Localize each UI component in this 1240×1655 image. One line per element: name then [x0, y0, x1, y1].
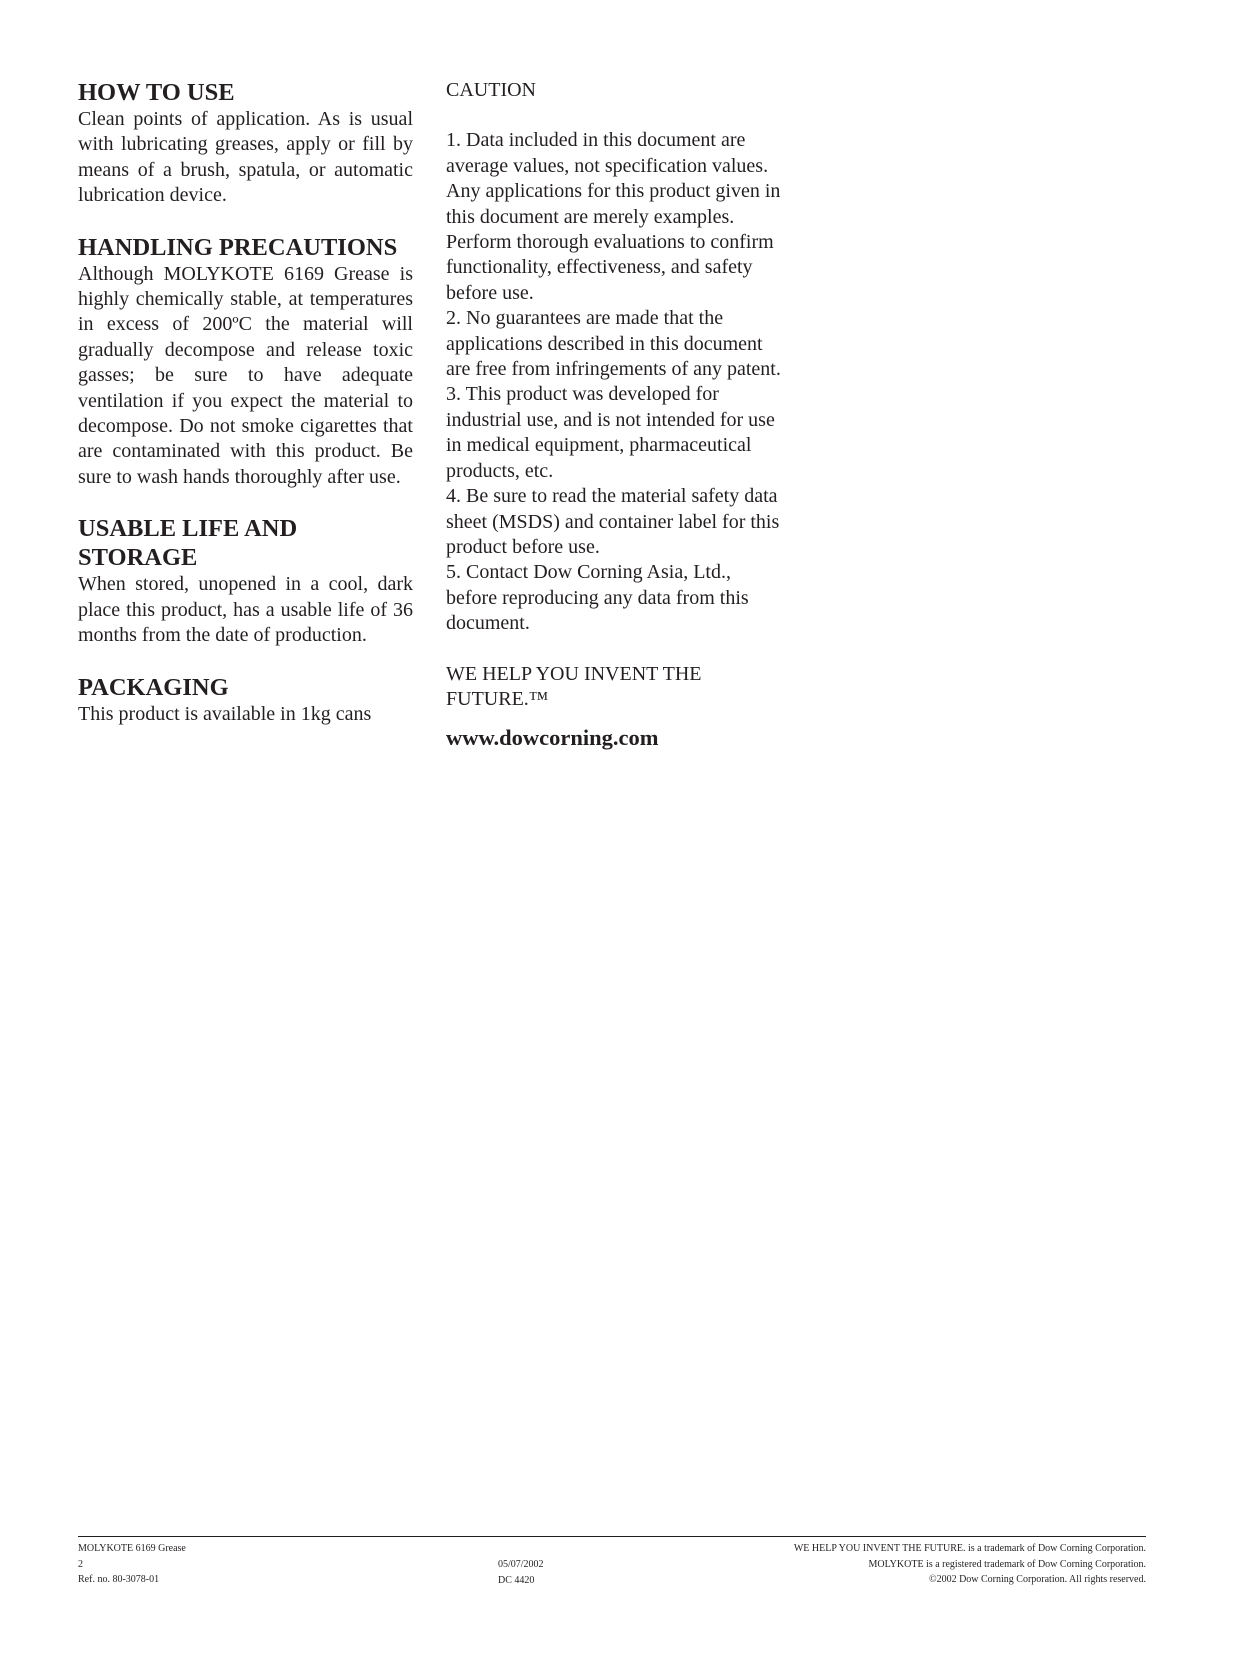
packaging-text: This product is available in 1kg cans [78, 702, 372, 725]
slogan: WE HELP YOU INVENT THE FUTURE.™ [446, 662, 702, 710]
footer-divider [78, 1536, 1146, 1537]
footer-copyright: ©2002 Dow Corning Corporation. All rights reserved. [928, 1574, 1146, 1586]
footer-trademark-2: MOLYKOTE is a registered trademark of Dow Corning Corporation. [868, 1558, 1146, 1570]
how-to-use-text: Clean points of application. As is usual with lubricating greases, apply or fill by means of a brush, spatula, or automatic lubrication device. [78, 108, 413, 207]
how-to-use-section [78, 78, 413, 209]
packaging-section [78, 673, 413, 727]
usable-life-section [78, 514, 413, 648]
caution-item-3: 3. This product was developed for industrial use, and is not intended for use in medical equipment, pharmaceutical products, etc. [446, 383, 775, 482]
footer-left [78, 1541, 186, 1588]
handling-precautions-text: Although MOLYKOTE 6169 Grease is highly chemically stable, at temperatures in excess of 200ºC the material will gradually decompose and release toxic gasses; be sure to have adequate ventilation if you expect the material to decompose. Do not smoke cigarettes that are contaminated with this product. Be sure to wash hands thoroughly after use. [78, 262, 413, 488]
handling-precautions-section [78, 233, 413, 491]
website-link[interactable]: www.dowcorning.com [446, 725, 659, 751]
footer-right [794, 1541, 1146, 1588]
footer-ref-no: Ref. no. 80-3078-01 [78, 1574, 160, 1586]
footer-trademark-1: WE HELP YOU INVENT THE FUTURE. is a trademark of Dow Corning Corporation. [793, 1543, 1146, 1554]
caution-item-5: 5. Contact Dow Corning Asia, Ltd., before reproducing any data from this document. [446, 561, 749, 635]
right-column [446, 78, 786, 752]
caution-item-2: 2. No guarantees are made that the applications described in this document are free from infringements of any patent. [446, 307, 781, 381]
footer-product-name: MOLYKOTE 6169 Grease [78, 1543, 186, 1554]
packaging-heading: PACKAGING [78, 673, 229, 701]
footer-page-number: 2 [78, 1558, 83, 1570]
footer-date: 05/07/2002 [498, 1559, 544, 1570]
left-column [78, 78, 413, 751]
handling-precautions-heading: HANDLING PRECAUTIONS [78, 233, 398, 261]
how-to-use-heading: HOW TO USE [78, 79, 235, 106]
caution-item-4: 4. Be sure to read the material safety data sheet (MSDS) and container label for this product before use. [446, 485, 780, 558]
footer-middle [498, 1557, 544, 1588]
usable-life-heading: USABLE LIFE AND STORAGE [78, 515, 298, 572]
caution-item-1: 1. Data included in this document are average values, not specification values. Any applications for this product given in this document are merely examples. Perform thorough evaluations to confirm functionality, effectiveness, and safety before use. [446, 129, 781, 304]
footer-doc-code: DC 4420 [498, 1574, 535, 1586]
usable-life-text: When stored, unopened in a cool, dark place this product, has a usable life of 36 months from the date of production. [78, 573, 413, 647]
caution-title: CAUTION [446, 79, 536, 101]
